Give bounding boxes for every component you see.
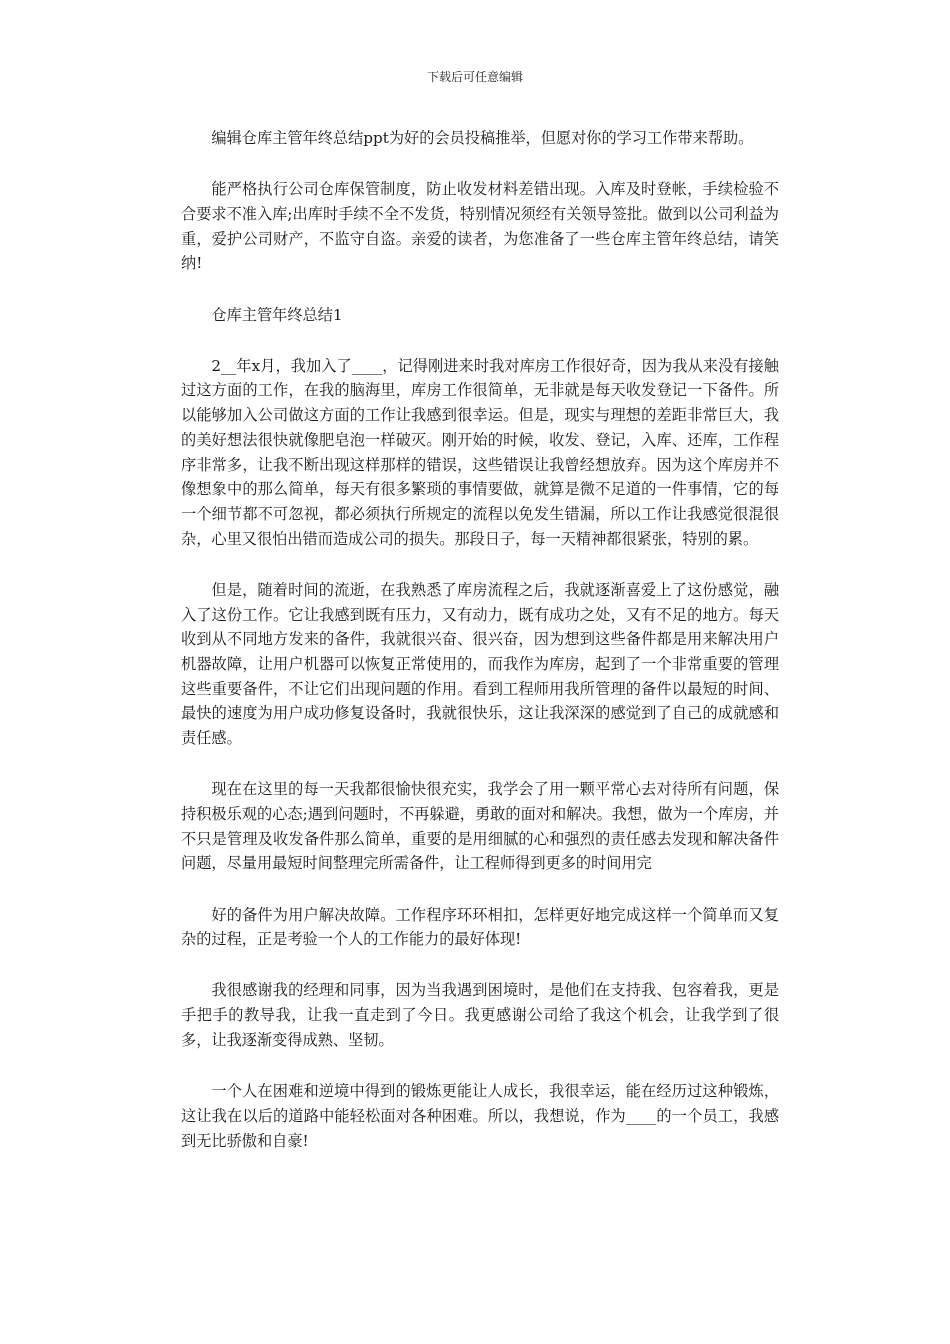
section-title: 仓库主管年终总结1 (211, 305, 343, 324)
body-paragraph-1: 2__年x月，我加入了____，记得刚进来时我对库房工作很好奇，因为我从来没有接触过这方面的工作，在我的脑海里，库房工作很简单，无非就是每天收发登记一下备件。所以能够加入公司做这方面的工作让我感到很幸运。但是，现实与理想的差距非常巨大，我的美好想法很快就像肥皂泡一样破灭。刚开始的时候，收发、登记，入库、还库，工作程序非常多，让我不断出现这样那样的错误，这些错误让我曾经想放弃。因为这个库房并不像想象中的那么简单，每天有很多繁琐的事情要做，就算是微不足道的一件事情，它的每一个细节都不可忽视，都必须执行所规定的流程以免发生错漏，所以工作让我感觉很混很杂，心里又很怕出错而造成公司的损失。那段日子，每一天精神都很紧张，特别的累。 (181, 356, 779, 548)
intro-paragraph: 编辑仓库主管年终总结ppt为好的会员投稿推举，但愿对你的学习工作带来帮助。 (211, 129, 754, 147)
page-header: 下载后可任意编辑 (426, 70, 523, 84)
body-paragraph-6: 一个人在困难和逆境中得到的锻炼更能让人成长，我很幸运，能在经历过这种锻炼，这让我在以后的道路中能轻松面对各种困难。所以，我想说，作为____的一个员工，我感到无比骄傲和自豪! (181, 1082, 779, 1150)
summary-paragraph: 能严格执行公司仓库保管制度，防止收发材料差错出现。入库及时登帐，手续检验不合要求不准入库;出库时手续不全不发货，特别情况须经有关领导签批。做到以公司利益为重，爱护公司财产，不监守自盗。亲爱的读者，为您准备了一些仓库主管年终总结，请笑纳! (181, 180, 779, 273)
body-paragraph-3: 现在在这里的每一天我都很愉快很充实，我学会了用一颗平常心去对待所有问题，保持积极乐观的心态;遇到问题时，不再躲避，勇敢的面对和解决。我想，做为一个库房，并不只是管理及收发备件那么简单，重要的是用细腻的心和强烈的责任感去发现和解决备件问题，尽量用最短时间整理完所需备件，让工程师得到更多的时间用完 (181, 780, 779, 873)
body-paragraph-5: 我很感谢我的经理和同事，因为当我遇到困境时，是他们在支持我、包容着我，更是手把手的教导我，让我一直走到了今日。我更感谢公司给了我这个机会，让我学到了很多，让我逐渐变得成熟、坚韧。 (181, 981, 779, 1049)
document-body (181, 126, 779, 1180)
body-paragraph-4: 好的备件为用户解决故障。工作程序环环相扣，怎样更好地完成这样一个简单而又复杂的过程，正是考验一个人的工作能力的最好体现! (181, 905, 779, 949)
body-paragraph-2: 但是，随着时间的流逝，在我熟悉了库房流程之后，我就逐渐喜爱上了这份感觉，融入了这份工作。它让我感到既有压力，又有动力，既有成功之处，又有不足的地方。每天收到从不同地方发来的备件，我就很兴奋、很兴奋，因为想到这些备件都是用来解决用户机器故障，让用户机器可以恢复正常使用的，而我作为库房，起到了一个非常重要的管理这些重要备件，不让它们出现问题的作用。看到工程师用我所管理的备件以最短的时间、最快的速度为用户成功修复设备时，我就很快乐，这让我深深的感觉到了自己的成就感和责任感。 (181, 580, 779, 748)
